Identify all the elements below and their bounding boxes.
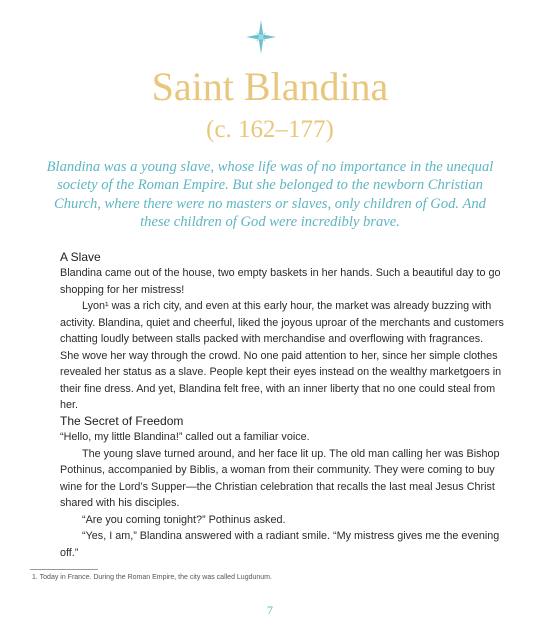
text-line: wine for the Lord’s Supper—the Christian celebration that recalls the last meal Jesus Christ [60, 480, 495, 493]
footnote-divider [30, 569, 98, 570]
text-line: off.” [60, 546, 79, 559]
text-line: Pothinus, accompanied by Biblis, a woman from their community. They were coming to buy [60, 464, 495, 476]
section-body [60, 265, 504, 414]
text-line: “Yes, I am,” Blandina answered with a radiant smile. “My mistress gives me the evening [82, 530, 500, 542]
intro-paragraph: Blandina was a young slave, whose life was of no importance in the unequal society of the Roman Empire. But she belonged to the newborn Christian Church, where there were no masters or slaves, only children of God. And these children of God were incredibly brave. [46, 159, 494, 231]
text-line: Lyon¹ was a rich city, and even at this early hour, the market was already buzzing with [82, 300, 492, 312]
section-body [60, 429, 500, 561]
text-line: revealed her status as a slave. People kept their eyes instead on the wealthy marketgoers in [60, 366, 502, 378]
text-line: her. [60, 399, 79, 411]
page-number: 7 [267, 603, 273, 617]
text-line: “Hello, my little Blandina!” called out a familiar voice. [60, 431, 310, 443]
text-line: their fine dress. And yet, Blandina felt free, with an inner liberty that no one could steal from [60, 382, 496, 395]
star-icon [246, 20, 276, 54]
text-line: She wove her way through the crowd. No one paid attention to her, since her simple clothes [60, 349, 498, 362]
text-line: “Are you coming tonight?” Pothinus asked. [82, 513, 286, 526]
footnote: 1. Today in France. During the Roman Empire, the city was called Lugdunum. [32, 574, 272, 581]
text-line: activity. Blandina, quiet and cheerful, liked the joyous uproar of the merchants and customers [60, 316, 504, 329]
text-line: shopping for her mistress! [60, 283, 185, 296]
text-line: The young slave turned around, and her face lit up. The old man calling her was Bishop [82, 447, 500, 460]
section-heading: A Slave [60, 250, 101, 264]
text-line: Blandina came out of the house, two empty baskets in her hands. Such a beautiful day to go [60, 267, 501, 279]
section-heading: The Secret of Freedom [60, 414, 184, 428]
text-line: shared with his disciples. [60, 497, 180, 509]
life-dates: (c. 162–177) [206, 116, 334, 143]
page-title: Saint Blandina [151, 64, 389, 109]
text-line: chatting loudly between stalls packed with merchandise and overflowing with fragrances. [60, 333, 484, 345]
